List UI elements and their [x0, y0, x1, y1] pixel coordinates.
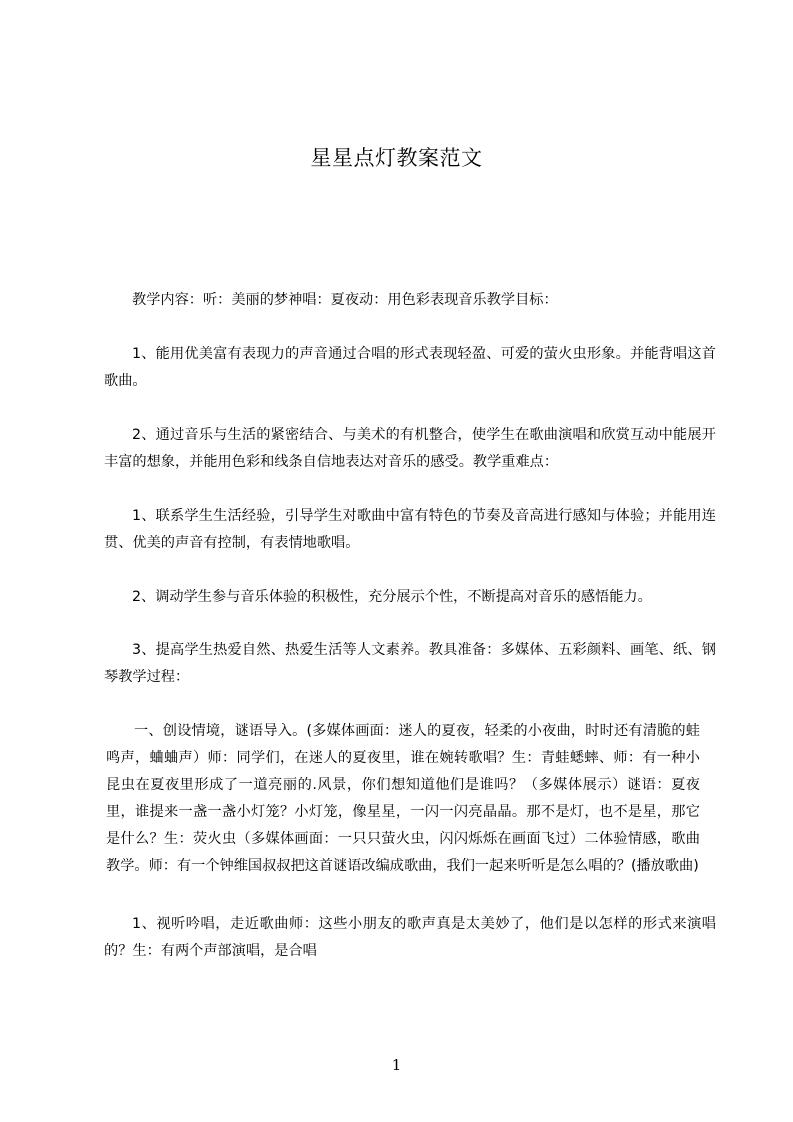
- paragraph-listening: 1、视听吟唱，走近歌曲师：这些小朋友的歌声真是太美妙了，他们是以怎样的形式来演唱的？生：有两个声部演唱，是合唱: [104, 916, 716, 959]
- paragraph-teaching-content: 教学内容：听：美丽的梦神唱：夏夜动：用色彩表现音乐教学目标：: [132, 292, 558, 308]
- paragraph-goal-1: 1、能用优美富有表现力的声音通过合唱的形式表现轻盈、可爱的萤火虫形象。并能背唱这首歌曲。: [104, 346, 716, 389]
- paragraph-key-point-2: 2、调动学生参与音乐体验的积极性，充分展示个性，不断提高对音乐的感悟能力。: [132, 589, 652, 605]
- paragraph-key-point-3: 3、提高学生热爱自然、热爱生活等人文素养。教具准备：多媒体、五彩颜料、画笔、纸、钢琴教学过程：: [104, 642, 716, 685]
- page-number: 1: [391, 1056, 402, 1074]
- document-title: 星星点灯教案范文: [310, 146, 483, 170]
- paragraph-key-point-1: 1、联系学生生活经验，引导学生对歌曲中富有特色的节奏及音高进行感知与体验；并能用连贯、优美的声音有控制，有表情地歌唱。: [104, 508, 716, 551]
- paragraph-process-intro: 一、创设情境，谜语导入。(多媒体画面：迷人的夏夜，轻柔的小夜曲，时时还有清脆的蛙鸣声，蛐蛐声）师：同学们，在迷人的夏夜里，谁在婉转歌唱？生：青蛙蟋蟀、师：有一种小昆虫在夏夜里形成了一道亮丽的.风景，你们想知道他们是谁吗？（多媒体展示）谜语：夏夜里，谁提来一盏一盏小灯笼？小灯笼，像星星，一闪一闪亮晶晶。那不是灯，也不是星，那它是什么？生：荧火虫（多媒体画面：一只只萤火虫，闪闪烁烁在画面飞过）二体验情感，歌曲教学。师：有一个钟维国叔叔把这首谜语改编成歌曲，我们一起来听听是怎么唱的？(播放歌曲): [106, 723, 700, 874]
- paragraph-goal-2: 2、通过音乐与生活的紧密结合、与美术的有机整合，使学生在歌曲演唱和欣赏互动中能展开丰富的想象，并能用色彩和线条自信地表达对音乐的感受。教学重难点：: [104, 427, 716, 470]
